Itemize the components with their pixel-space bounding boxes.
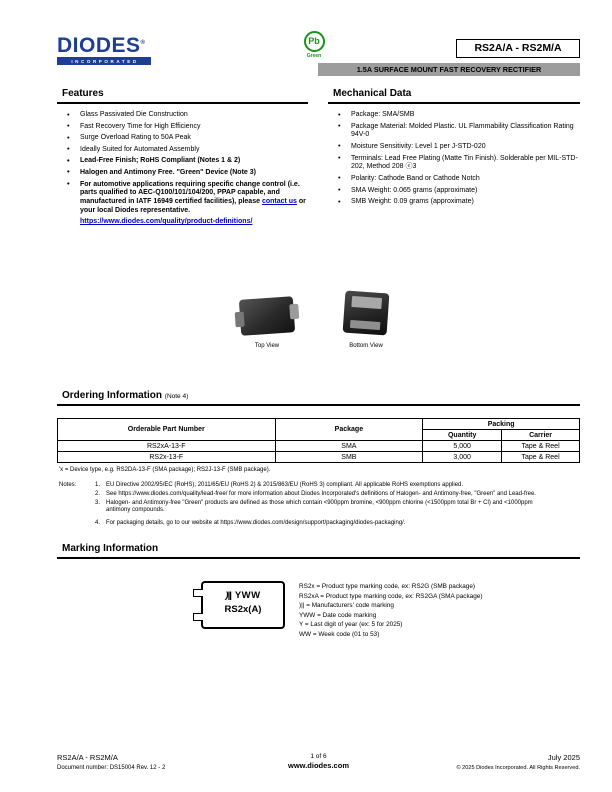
legend-item: RS2xA = Product type marking code, ex: RS2GA (SMA package) bbox=[299, 592, 483, 600]
features-section bbox=[57, 88, 308, 230]
part-number-box: RS2A/A - RS2M/A bbox=[456, 39, 580, 58]
mechanical-data-list bbox=[334, 111, 580, 207]
mechanical-item: • Polarity: Cathode Band or Cathode Notch bbox=[334, 175, 580, 184]
marking-information-section bbox=[57, 543, 580, 640]
cell-quantity: 3,000 bbox=[423, 452, 502, 463]
marking-legend bbox=[299, 581, 482, 640]
package-bottom-view-image bbox=[343, 291, 390, 336]
page-footer bbox=[57, 753, 580, 771]
footer-copyright: © 2025 Diodes Incorporated. All Rights Reserved. bbox=[456, 765, 580, 771]
package-pin-icon bbox=[193, 613, 203, 621]
bottom-view-caption: Bottom View bbox=[349, 343, 383, 349]
part-code-mark: RS2x(A) bbox=[224, 604, 262, 615]
footer-website: www.diodes.com bbox=[288, 761, 349, 770]
feature-item: • Glass Passivated Die Construction bbox=[63, 111, 308, 120]
note-item: 4. For packaging details, go to our website at https://www.diodes.com/design/support/packaging/diodes-packaging/. bbox=[95, 520, 406, 527]
product-title-bar: 1.5A SURFACE MOUNT FAST RECOVERY RECTIFIER bbox=[318, 63, 580, 76]
pb-free-circle-icon: Pb bbox=[304, 31, 325, 52]
features-list bbox=[63, 111, 308, 227]
footer-doc-number: Document number: DS15004 Rev. 12 - 2 bbox=[57, 765, 166, 771]
cell-part-number: RS2xA-13-F bbox=[58, 441, 276, 452]
col-header-package: Package bbox=[275, 419, 423, 441]
col-header-part-number: Orderable Part Number bbox=[58, 419, 276, 441]
automotive-text: For automotive applications requiring specific change control (i.e. parts qualified to AEC-Q100/101/104/200, PPAP capable, and manufactured in IATF 16949 certified facilities), please bbox=[80, 180, 300, 206]
lead-free-green-icon bbox=[298, 31, 330, 59]
feature-item: • Fast Recovery Time for High Efficiency bbox=[63, 123, 308, 132]
col-header-packing: Packing bbox=[423, 419, 580, 430]
cell-carrier: Tape & Reel bbox=[502, 441, 580, 452]
registered-mark-icon: ® bbox=[140, 40, 146, 46]
manufacturer-logo-mark: )|| bbox=[225, 590, 231, 601]
date-code-mark: YWW bbox=[234, 590, 261, 601]
mechanical-data-heading: Mechanical Data bbox=[328, 88, 580, 104]
footer-part-number: RS2A/A - RS2M/A bbox=[57, 753, 118, 762]
feature-item-automotive bbox=[63, 181, 308, 227]
ordering-information-heading: Ordering Information (Note 4) bbox=[57, 390, 580, 406]
diodes-logo-text: DIODES® bbox=[57, 34, 146, 57]
contact-us-link[interactable]: contact us bbox=[261, 198, 297, 206]
package-views bbox=[240, 292, 388, 349]
package-pin-icon bbox=[193, 589, 203, 597]
ordering-notes bbox=[57, 482, 580, 527]
ordering-information-section bbox=[57, 390, 580, 529]
note-item: 3. Halogen- and Antimony-free "Green" products are defined as those which contain <900ppm bromine, <900ppm chlorine (<1500ppm total Br + Cl) and <1000ppm antimony compounds. bbox=[95, 499, 533, 513]
mechanical-item: • Package Material: Molded Plastic. UL Flammability Classification Rating 94V-0 bbox=[334, 123, 580, 141]
green-label: Green bbox=[306, 53, 322, 59]
table-row bbox=[58, 441, 580, 452]
product-definitions-link[interactable]: https://www.diodes.com/quality/product-definitions/ bbox=[80, 218, 253, 226]
ordering-heading-note: (Note 4) bbox=[164, 393, 189, 400]
mechanical-item: • SMB Weight: 0.09 grams (approximate) bbox=[334, 198, 580, 207]
note-item: 1. EU Directive 2002/95/EC (RoHS), 2011/65/EU (RoHS 2) & 2015/863/EU (RoHS 3) compliant. All applicable RoHS exemptions applied. bbox=[95, 482, 464, 488]
mechanical-item: • Terminals: Lead Free Plating (Matte Tin Finish). Solderable per MIL-STD-202, Method 208 ⓔ3 bbox=[334, 155, 580, 173]
footer-page-number: 1 of 6 bbox=[310, 753, 327, 760]
ordering-table bbox=[57, 418, 580, 463]
features-heading: Features bbox=[57, 88, 308, 104]
cell-package: SMB bbox=[275, 452, 423, 463]
cell-quantity: 5,000 bbox=[423, 441, 502, 452]
ordering-footnote: 'x = Device type, e.g. RS2DA-13-F (SMA package); RS2J-13-F (SMB package). bbox=[59, 467, 271, 473]
marking-diagram bbox=[201, 581, 285, 629]
table-row bbox=[58, 452, 580, 463]
feature-item: • Ideally Suited for Automated Assembly bbox=[63, 146, 308, 155]
cell-carrier: Tape & Reel bbox=[502, 452, 580, 463]
legend-item: )|| = Manufacturers' code marking bbox=[299, 602, 394, 610]
mechanical-item: • Moisture Sensitivity: Level 1 per J-STD-020 bbox=[334, 143, 580, 152]
package-top-view bbox=[240, 298, 294, 349]
marking-content bbox=[57, 581, 580, 640]
package-top-view-image bbox=[239, 296, 295, 336]
legend-item: WW = Week code (01 to 53) bbox=[299, 630, 380, 638]
legend-item: Y = Last digit of year (ex: 5 for 2025) bbox=[299, 621, 403, 629]
cell-package: SMA bbox=[275, 441, 423, 452]
mechanical-item: • Package: SMA/SMB bbox=[334, 111, 580, 120]
mechanical-data-section bbox=[328, 88, 580, 210]
package-bottom-view bbox=[344, 292, 388, 349]
feature-item: • Lead-Free Finish; RoHS Compliant (Notes 1 & 2) bbox=[63, 157, 308, 166]
footer-date: July 2025 bbox=[547, 753, 580, 762]
col-header-carrier: Carrier bbox=[502, 430, 580, 441]
legend-item: YWW = Date code marking bbox=[299, 611, 377, 619]
diodes-logo-incorporated-bar: INCORPORATED bbox=[57, 57, 151, 65]
diodes-logo bbox=[57, 33, 157, 65]
note-item: 2. See https://www.diodes.com/quality/lead-free/ for more information about Diodes Incorporated's definitions of Halogen- and Antimony-free, "Green" and Lead-free. bbox=[95, 490, 536, 497]
marking-information-heading: Marking Information bbox=[57, 543, 580, 559]
top-view-caption: Top View bbox=[254, 343, 280, 349]
automotive-text-after: or your local Diodes representative. bbox=[80, 198, 306, 214]
legend-item: RS2x = Product type marking code, ex: RS2G (SMB package) bbox=[299, 583, 475, 590]
mechanical-item: • SMA Weight: 0.065 grams (approximate) bbox=[334, 187, 580, 196]
feature-item: • Surge Overload Rating to 50A Peak bbox=[63, 134, 308, 143]
cell-part-number: RS2x-13-F bbox=[58, 452, 276, 463]
notes-label: Notes: bbox=[59, 482, 77, 488]
feature-item: • Halogen and Antimony Free. "Green" Device (Note 3) bbox=[63, 169, 308, 178]
ordering-table-header-row bbox=[58, 419, 580, 430]
col-header-quantity: Quantity bbox=[423, 430, 502, 441]
